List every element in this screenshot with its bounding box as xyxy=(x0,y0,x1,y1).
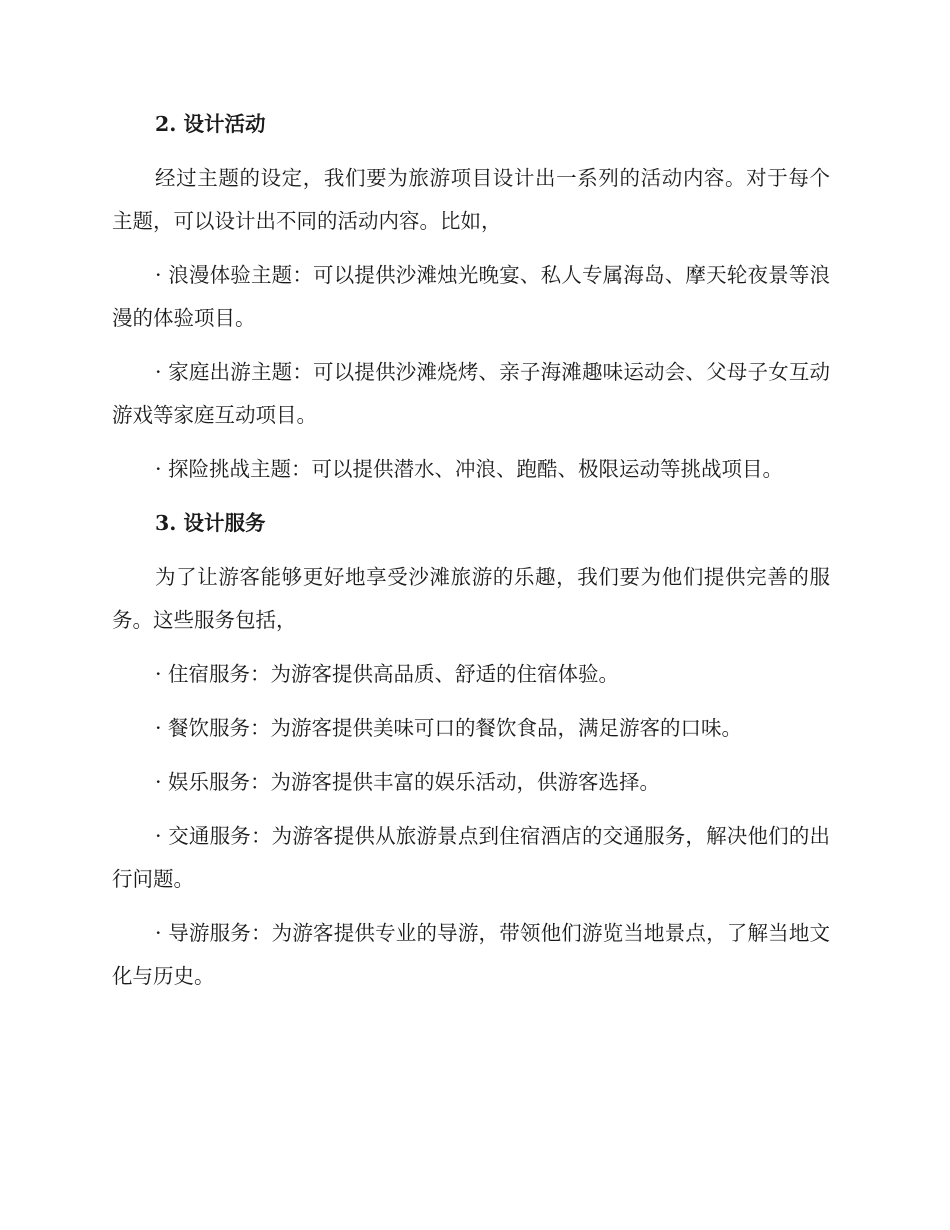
services-intro-paragraph: 为了让游客能够更好地享受沙滩旅游的乐趣，我们要为他们提供完善的服务。这些服务包括， xyxy=(112,565,830,632)
activity-item-romance: · 浪漫体验主题：可以提供沙滩烛光晚宴、私人专属海岛、摩天轮夜景等浪漫的体验项目。 xyxy=(112,263,830,330)
service-item-dining: · 餐饮服务：为游客提供美味可口的餐饮食品，满足游客的口味。 xyxy=(155,716,743,740)
activities-intro-paragraph: 经过主题的设定，我们要为旅游项目设计出一系列的活动内容。对于每个主题，可以设计出不同的活动内容。比如， xyxy=(112,166,830,233)
service-item-transportation: · 交通服务：为游客提供从旅游景点到住宿酒店的交通服务，解决他们的出行问题。 xyxy=(112,824,830,891)
activity-item-adventure: · 探险挑战主题：可以提供潜水、冲浪、跑酷、极限运动等挑战项目。 xyxy=(155,457,784,481)
service-item-accommodation: · 住宿服务：为游客提供高品质、舒适的住宿体验。 xyxy=(155,662,620,686)
document-body xyxy=(112,103,830,1009)
section-heading-design-activities: 2. 设计活动 xyxy=(155,112,266,136)
service-item-tour-guide: · 导游服务：为游客提供专业的导游，带领他们游览当地景点，了解当地文化与历史。 xyxy=(112,921,830,988)
service-item-entertainment: · 娱乐服务：为游客提供丰富的娱乐活动，供游客选择。 xyxy=(155,770,661,794)
section-heading-design-services: 3. 设计服务 xyxy=(155,511,266,535)
activity-item-family: · 家庭出游主题：可以提供沙滩烧烤、亲子海滩趣味运动会、父母子女互动游戏等家庭互动项目。 xyxy=(112,360,830,427)
